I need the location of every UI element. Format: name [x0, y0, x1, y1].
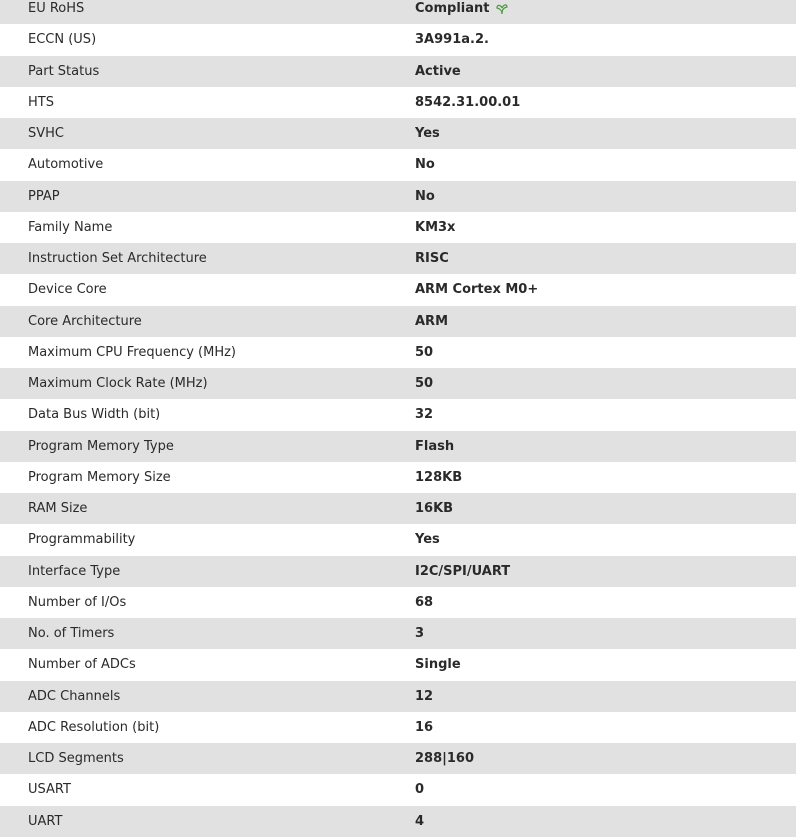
spec-value: [415, 689, 433, 704]
spec-value-text: 0: [415, 782, 425, 798]
spec-row: [0, 337, 796, 368]
spec-value-text: Single: [415, 657, 461, 673]
spec-label: UART: [28, 813, 63, 829]
spec-value-text: 50: [415, 376, 434, 392]
spec-label: Device Core: [28, 282, 107, 298]
spec-label: USART: [28, 782, 71, 798]
spec-value-text: 32: [415, 407, 434, 423]
spec-value-text: No: [415, 157, 435, 173]
spec-value: [415, 126, 440, 141]
spec-value: [415, 32, 489, 47]
spec-row: [0, 806, 796, 837]
spec-value: [415, 751, 474, 766]
spec-value-text: 68: [415, 594, 434, 610]
spec-value: [415, 595, 433, 610]
spec-value-text: 16KB: [415, 501, 454, 517]
spec-row: [0, 774, 796, 805]
spec-value-text: 288|160: [415, 751, 475, 767]
spec-label: PPAP: [28, 188, 60, 204]
spec-row: [0, 649, 796, 680]
spec-label: ADC Channels: [28, 688, 121, 704]
spec-row: [0, 587, 796, 618]
spec-label: RAM Size: [28, 501, 88, 517]
spec-label: Automotive: [28, 157, 104, 173]
spec-label: Maximum CPU Frequency (MHz): [28, 344, 236, 360]
spec-row: [0, 524, 796, 555]
spec-label: Programmability: [28, 532, 136, 548]
spec-value: [415, 407, 433, 422]
spec-row: [0, 149, 796, 180]
spec-value-text: No: [415, 188, 435, 204]
spec-label: HTS: [28, 94, 54, 110]
spec-value: [415, 626, 424, 641]
spec-value: [415, 814, 424, 829]
spec-value-text: ARM Cortex M0+: [415, 282, 539, 298]
spec-value: [415, 64, 461, 79]
spec-label: Core Architecture: [28, 313, 142, 329]
spec-value: [415, 720, 433, 735]
spec-row: [0, 24, 796, 55]
spec-label: LCD Segments: [28, 751, 124, 767]
spec-value: [415, 95, 520, 110]
spec-row: [0, 212, 796, 243]
spec-label: Number of I/Os: [28, 594, 127, 610]
spec-value: [415, 189, 435, 204]
spec-value-text: RISC: [415, 251, 449, 267]
spec-value: [415, 1, 509, 16]
spec-value-text: ARM: [415, 313, 449, 329]
spec-value: [415, 220, 455, 235]
spec-label: Family Name: [28, 219, 113, 235]
spec-label: Part Status: [28, 63, 100, 79]
spec-label: Interface Type: [28, 563, 121, 579]
spec-label: ADC Resolution (bit): [28, 719, 160, 735]
spec-row: [0, 712, 796, 743]
spec-row: [0, 181, 796, 212]
spec-value-text: 4: [415, 813, 425, 829]
spec-value: [415, 314, 448, 329]
spec-value-text: Active: [415, 63, 461, 79]
spec-row: [0, 306, 796, 337]
spec-value-text: Yes: [415, 126, 440, 142]
spec-label: ECCN (US): [28, 32, 97, 48]
spec-row: [0, 618, 796, 649]
spec-row: [0, 493, 796, 524]
leaf-icon: [495, 3, 509, 15]
spec-row: [0, 243, 796, 274]
spec-value-text: 128KB: [415, 469, 463, 485]
spec-value: [415, 251, 449, 266]
spec-value-text: Yes: [415, 532, 440, 548]
spec-value: [415, 532, 440, 547]
spec-label: Program Memory Type: [28, 438, 174, 454]
spec-value-text: Compliant: [415, 1, 490, 17]
spec-value-text: KM3x: [415, 219, 456, 235]
spec-value-text: 8542.31.00.01: [415, 94, 521, 110]
spec-label: Number of ADCs: [28, 657, 136, 673]
spec-row: [0, 368, 796, 399]
spec-label: Instruction Set Architecture: [28, 251, 207, 267]
spec-label: Data Bus Width (bit): [28, 407, 161, 423]
spec-row: [0, 399, 796, 430]
spec-row: [0, 462, 796, 493]
spec-label: SVHC: [28, 126, 64, 142]
spec-value-text: 16: [415, 719, 434, 735]
spec-value: [415, 282, 538, 297]
spec-row: [0, 118, 796, 149]
spec-value: [415, 657, 461, 672]
spec-value: [415, 782, 424, 797]
spec-value: [415, 564, 510, 579]
spec-label: Program Memory Size: [28, 469, 171, 485]
spec-value: [415, 501, 453, 516]
spec-row: [0, 556, 796, 587]
spec-value: [415, 376, 433, 391]
spec-value-text: Flash: [415, 438, 455, 454]
spec-value: [415, 470, 462, 485]
spec-row: [0, 0, 796, 24]
spec-label: Maximum Clock Rate (MHz): [28, 376, 208, 392]
spec-value: [415, 157, 435, 172]
spec-value: [415, 439, 454, 454]
spec-row: [0, 743, 796, 774]
spec-value-text: I2C/SPI/UART: [415, 563, 511, 579]
spec-row: [0, 681, 796, 712]
spec-value-text: 3A991a.2.: [415, 32, 489, 48]
spec-value-text: 3: [415, 626, 425, 642]
spec-row: [0, 274, 796, 305]
spec-row: [0, 431, 796, 462]
spec-value-text: 50: [415, 344, 434, 360]
spec-label: EU RoHS: [28, 1, 85, 17]
spec-row: [0, 87, 796, 118]
spec-value: [415, 345, 433, 360]
spec-value-text: 12: [415, 688, 434, 704]
spec-row: [0, 56, 796, 87]
spec-label: No. of Timers: [28, 626, 115, 642]
